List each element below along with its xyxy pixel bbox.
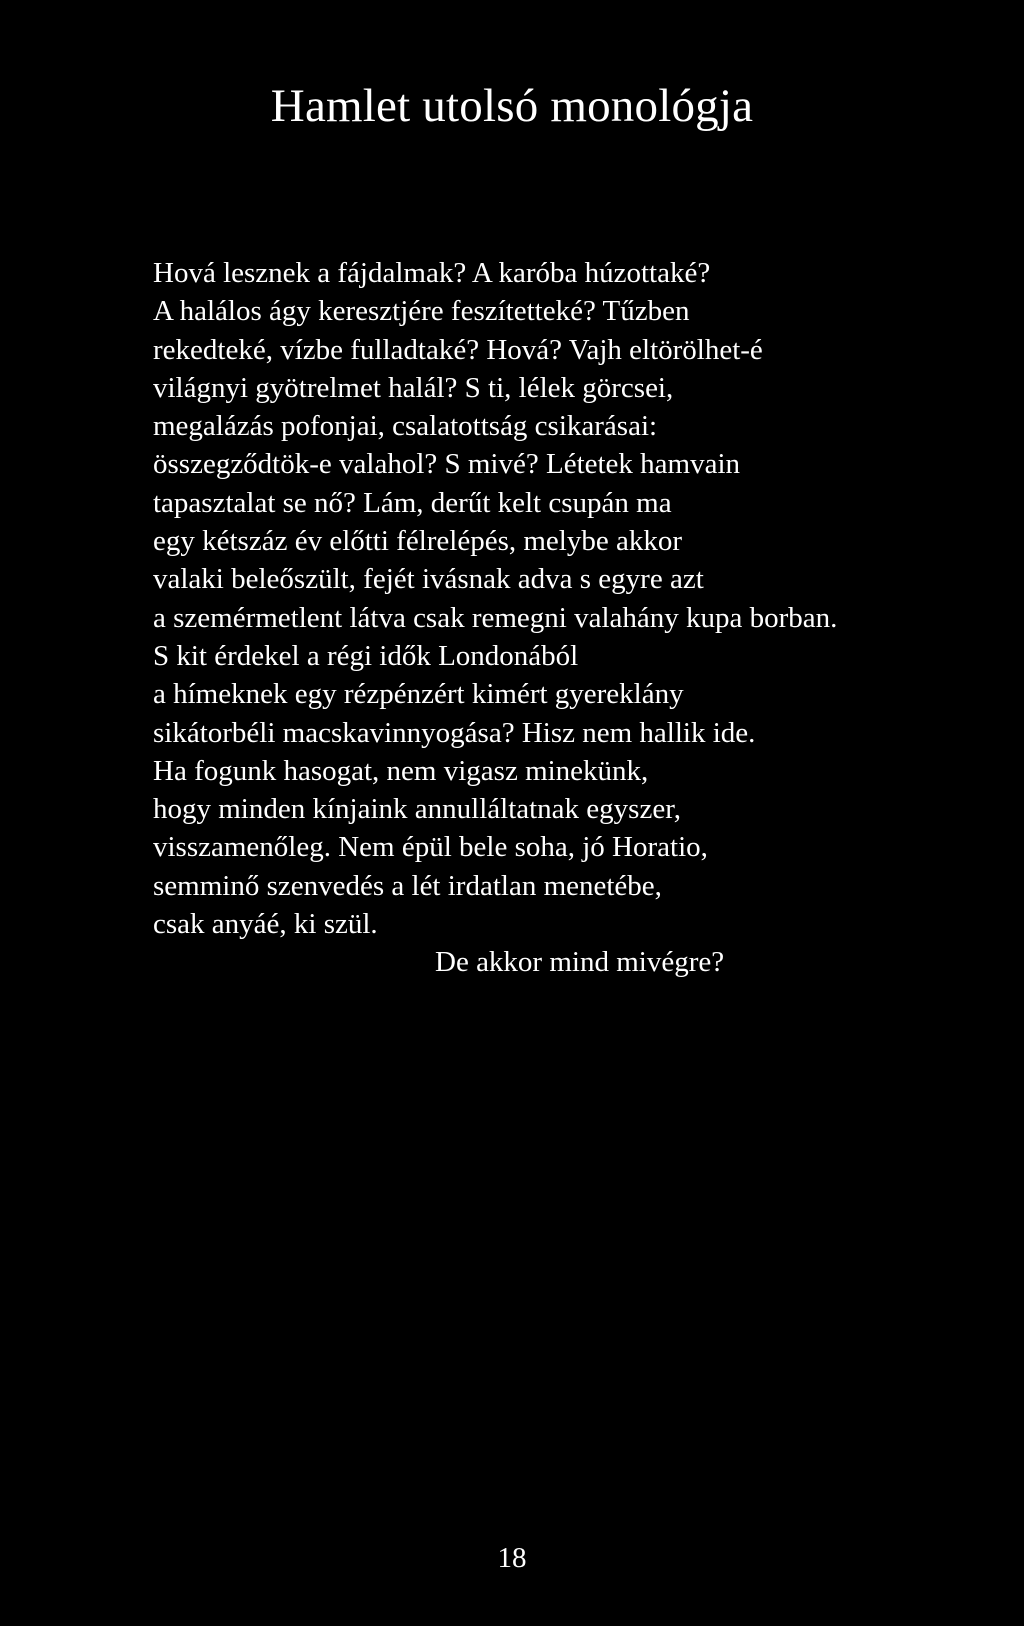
page-title: Hamlet utolsó monológja xyxy=(270,80,754,132)
poem-line: A halálos ágy keresztjére feszítetteké? Tűzben xyxy=(153,295,690,328)
poem-line: tapasztalat se nő? Lám, derűt kelt csupán ma xyxy=(153,486,672,519)
poem-line: a hímeknek egy rézpénzért kimért gyereklány xyxy=(153,678,684,711)
poem-line: hogy minden kínjaink annulláltatnak egyszer, xyxy=(153,793,681,826)
poem-line: megalázás pofonjai, csalatottság csikarásai: xyxy=(153,410,658,443)
poem-line: sikátorbéli macskavinnyogása? Hisz nem hallik ide. xyxy=(153,716,756,749)
poem-line: a szemérmetlent látva csak remegni valahány kupa borban. xyxy=(153,601,838,634)
poem-line: valaki beleőszült, fejét ivásnak adva s egyre azt xyxy=(153,563,704,596)
poem-line: rekedteké, vízbe fulladtaké? Hová? Vajh eltörölhet-é xyxy=(153,333,763,366)
poem-line: összegződtök-e valahol? S mivé? Létetek hamvain xyxy=(153,448,741,481)
poem-body xyxy=(153,254,1013,982)
poem-line: világnyi gyötrelmet halál? S ti, lélek görcsei, xyxy=(153,371,674,404)
poem-line: Ha fogunk hasogat, nem vigasz minekünk, xyxy=(153,754,649,787)
poem-line: egy kétszáz év előtti félrelépés, melybe akkor xyxy=(153,525,683,558)
poem-line: visszamenőleg. Nem épül bele soha, jó Horatio, xyxy=(153,831,708,864)
poem-line: semminő szenvedés a lét irdatlan menetébe, xyxy=(153,869,662,902)
poem-line-indented: De akkor mind mivégre? xyxy=(435,946,725,979)
page-number: 18 xyxy=(497,1542,527,1574)
poem-line: csak anyáé, ki szül. xyxy=(153,908,378,941)
poem-line: S kit érdekel a régi idők Londonából xyxy=(153,639,579,672)
poem-line: Hová lesznek a fájdalmak? A karóba húzottaké? xyxy=(153,257,711,289)
